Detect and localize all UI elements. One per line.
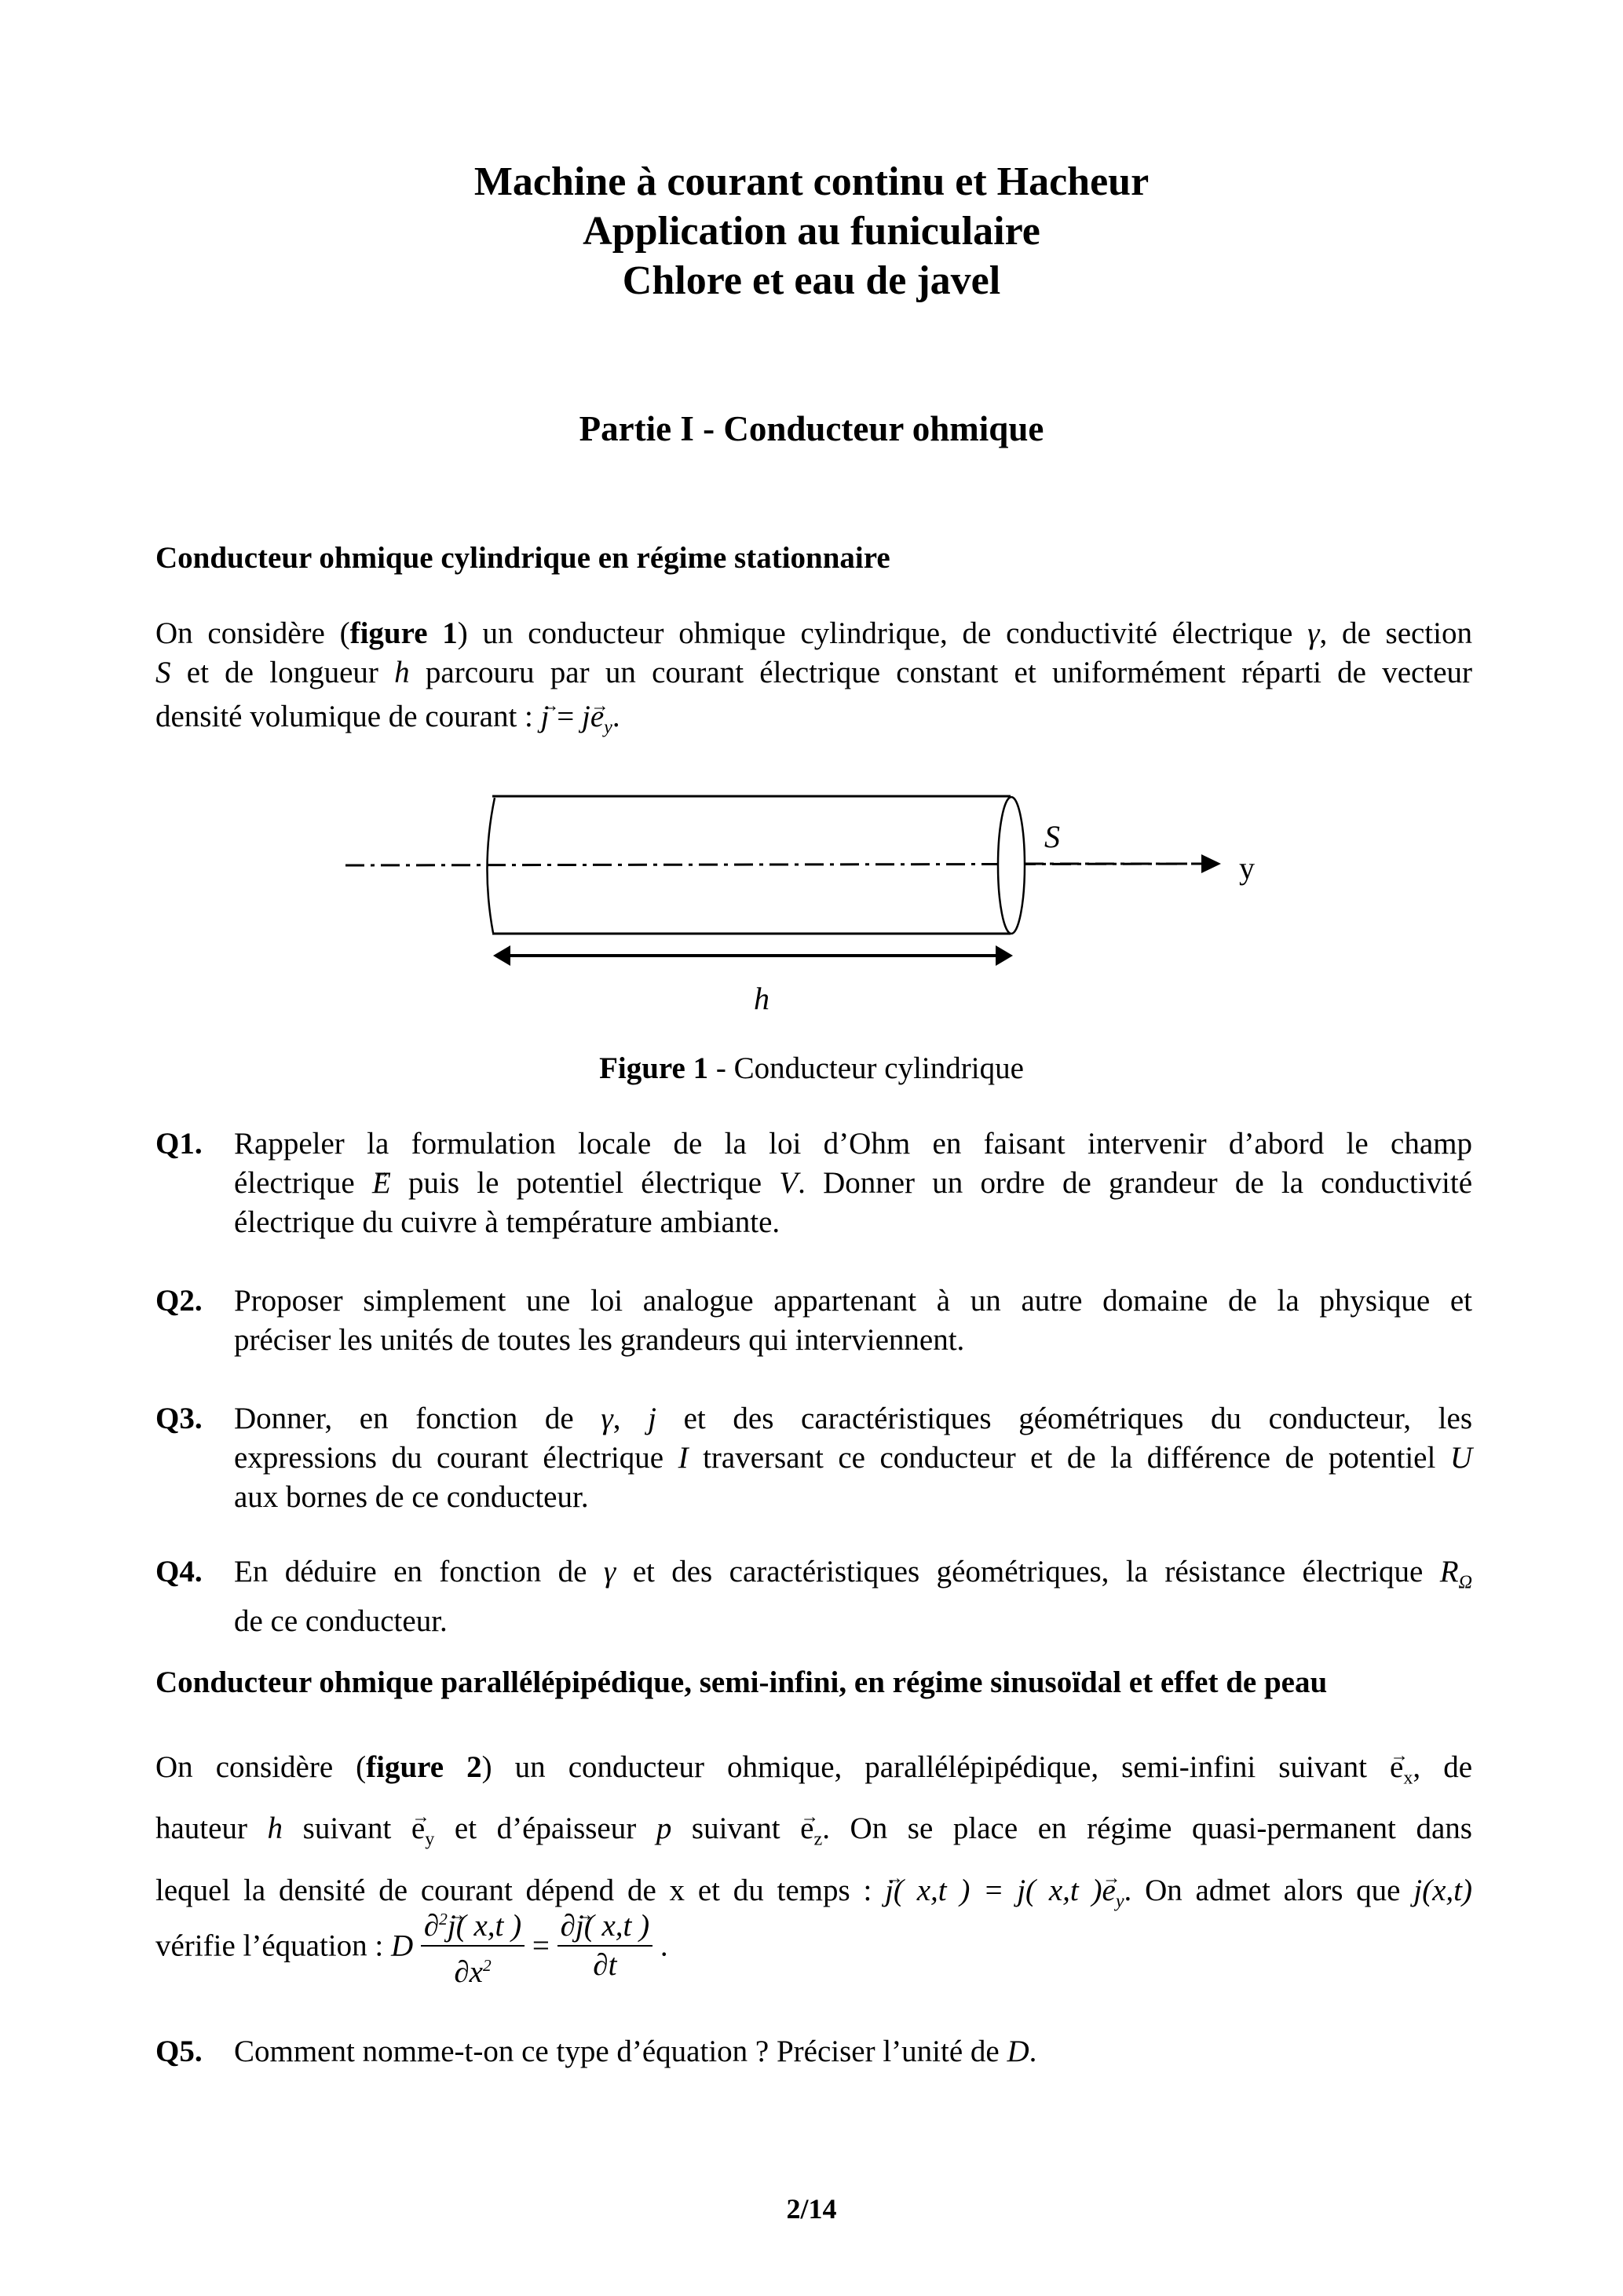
vector-ez: → e [800, 1803, 813, 1854]
page-number: 2/14 [786, 2193, 837, 2225]
label-y-axis: y [1239, 850, 1255, 886]
section-heading-2: Conducteur ohmique parallélépipédique, semi-infini, en régime sinusoïdal et effet de peau [155, 1665, 1328, 1699]
vector-ey: → e [411, 1803, 425, 1854]
vector-ex: → e [1390, 1742, 1403, 1793]
question-number: Q5. [155, 2035, 203, 2068]
part-title: Partie I - Conducteur ohmique [579, 409, 1044, 448]
vector-e: → e [1102, 1865, 1116, 1916]
vector-j: → j [541, 697, 550, 737]
para-line: S et de longueur h parcouru par un courant électrique constant et uniformément réparti de vecteur [155, 656, 1473, 689]
title-line-3: Chlore et eau de javel [622, 258, 1001, 303]
section2-paragraph [155, 1742, 1472, 1926]
para-line: lequel la densité de courant dépend de x et du temps : → j( x,t ) = j( x,t )→ $e_y$. On admet alors que j(x,t) [155, 1865, 1472, 1926]
question-q1: Q1. Rappeler la formulation locale de la loi d’Ohm en faisant intervenir d’abord le champ électrique → E puis le potentiel électrique V. Donner un ordre de grandeur de la conductivité électrique du cuivre à température ambiante. [155, 1124, 1472, 1242]
vector-j: → j [885, 1865, 894, 1916]
section-heading-1: Conducteur ohmique cylindrique en régime stationnaire [155, 541, 890, 575]
para-line: On considère (figure 2) un conducteur ohmique, parallélépipédique, semi-infini suivant → $e_x$, de [155, 1742, 1472, 1803]
question-q5: Q5. Comment nomme-t-on ce type d’équation ? Préciser l’unité de D. [155, 2032, 1472, 2071]
para-line: hauteur h suivant → $e_y$ et d’épaisseur p suivant → $e_z$. On se place en régime quasi-permanent dans [155, 1803, 1472, 1864]
fraction-rhs: $\frac{\partial\to j( x,t )}{\partial t}$ [557, 1907, 653, 1984]
question-number: Q2. [155, 1284, 203, 1318]
question-number: Q4. [155, 1555, 203, 1589]
question-number: Q3. [155, 1402, 203, 1435]
figure-ref: figure 2 [366, 1750, 482, 1784]
figure-1-caption: Figure 1 - Conducteur cylindrique [599, 1051, 1024, 1085]
figure-1 [0, 0, 1623, 1099]
question-q2: Q2. Proposer simplement une loi analogue appartenant à un autre domaine de la physique et préciser les unités de toutes les grandeurs qui interviennent. [155, 1281, 1472, 1360]
title-line-1: Machine à courant continu et Hacheur [473, 159, 1150, 204]
title-line-2: Application au funiculaire [583, 209, 1040, 254]
vector-e: → e [590, 697, 604, 737]
fraction-lhs: $\frac{\partial^2\to j( x,t )}{\partial x^2}$ [421, 1900, 525, 1991]
para-line: On considère (figure 1) un conducteur ohmique cylindrique, de conductivité électrique γ, de section [155, 616, 1472, 650]
para-line: densité volumique de courant : → $j = j\to e_y$. [155, 697, 1472, 747]
question-q3: Q3. Donner, en fonction de γ, j et des caractéristiques géométriques du conducteur, les expressions du courant électrique I traversant ce conducteur et de la différence de potentiel U aux bornes de ce conducteur. [155, 1399, 1472, 1517]
label-h: h [754, 981, 769, 1016]
question-number: Q1. [155, 1127, 203, 1161]
figure-ref: figure 1 [349, 616, 458, 650]
question-q4: Q4. En déduire en fonction de γ et des caractéristiques géométriques, la résistance électrique $R_\Omega$ de ce conducteur. [155, 1552, 1472, 1641]
vector-E: → E [372, 1164, 391, 1203]
cylinder-diagram [0, 0, 1623, 1099]
label-S: S [1044, 819, 1060, 854]
diffusion-equation: vérifie l’équation : D $\frac{\partial^2\to j( x,t )}{\partial x^2}$ = $\frac{\partial\to j( x,t )}{\partial t}$ . [155, 1900, 668, 1991]
